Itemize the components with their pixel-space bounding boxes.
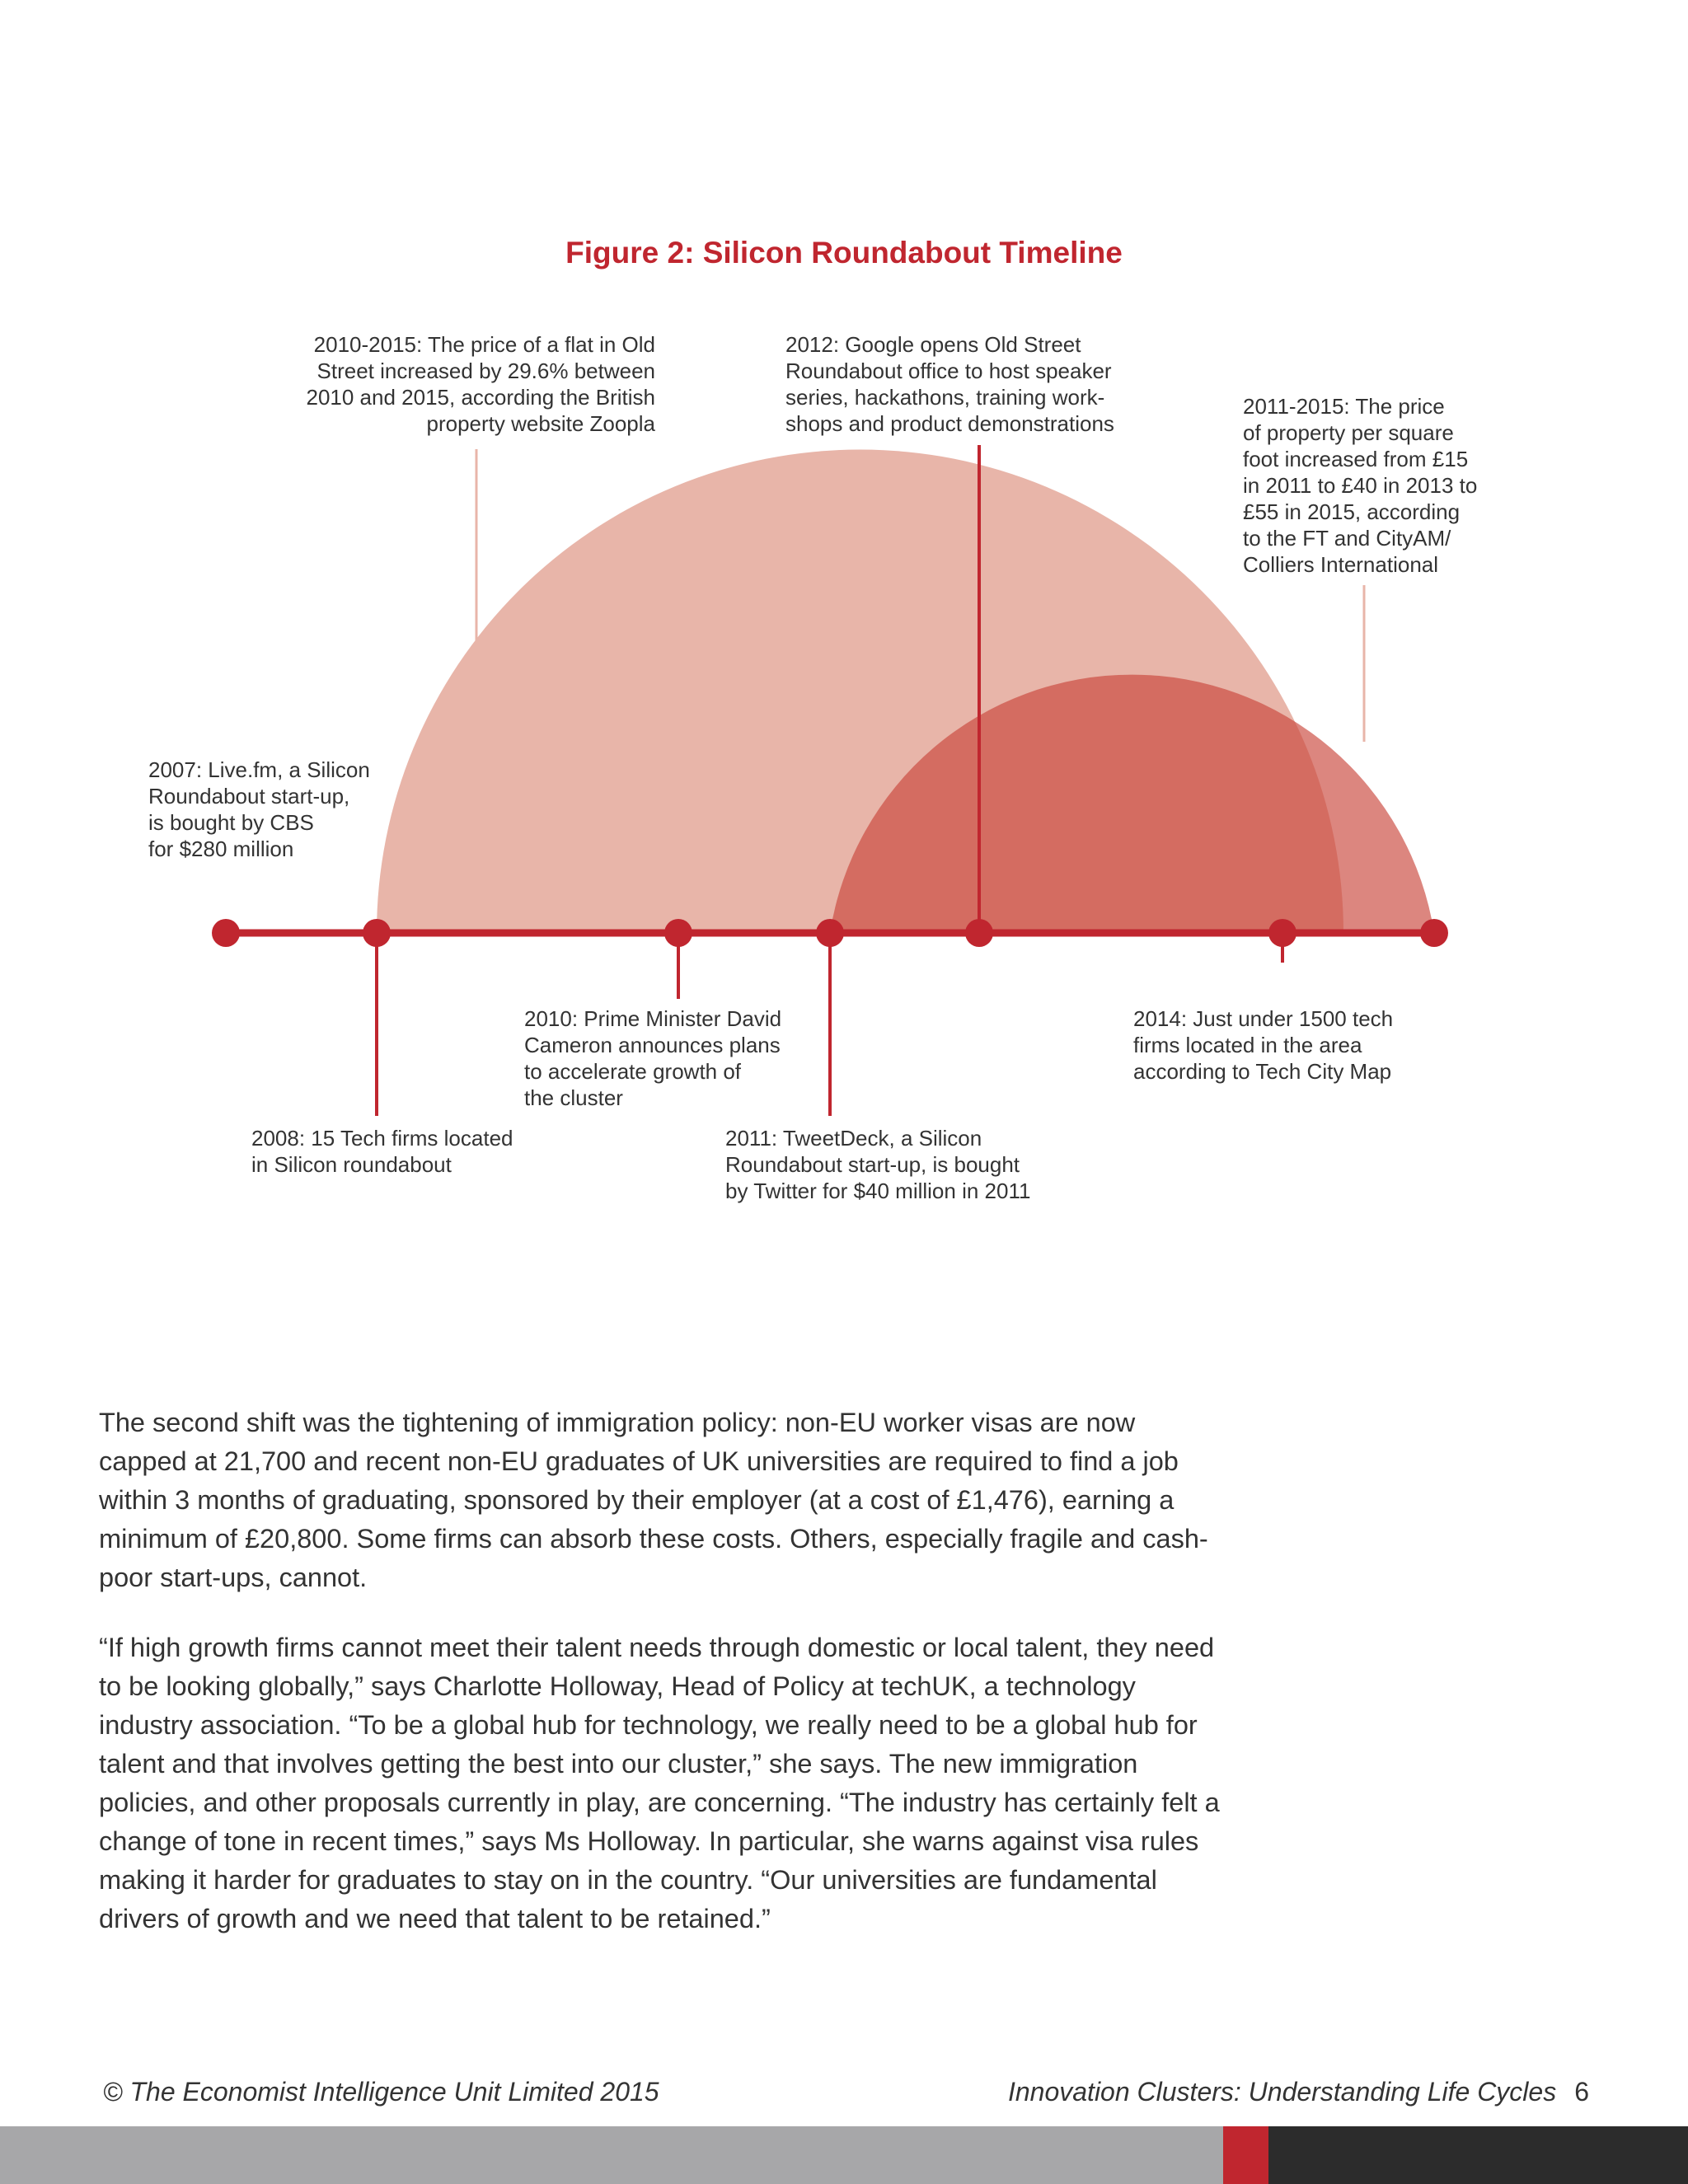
annotation-2014: 2014: Just under 1500 tech firms located in the area according to Tech City Map	[1133, 1006, 1394, 1084]
annotation-2011-2015: 2011-2015: The price of property per square foot increased from £15 in 2011 to £40 in 2013 to £55 in 2015, according to the FT and CityAM/ Colliers International	[1243, 394, 1478, 577]
annotation-2012: 2012: Google opens Old Street Roundabout office to host speaker series, hackathons, training work- shops and product demonstrations	[785, 332, 1114, 436]
annotation-2008: 2008: 15 Tech firms located in Silicon roundabout	[251, 1126, 513, 1177]
footer-bar-red	[1223, 2126, 1268, 2184]
dot-2011	[816, 919, 844, 947]
annotation-2011: 2011: TweetDeck, a Silicon Roundabout start-up, is bought by Twitter for $40 million in 2011	[725, 1126, 1031, 1203]
footer-copyright: © The Economist Intelligence Unit Limited 2015	[103, 2077, 659, 2107]
annotation-2007: 2007: Live.fm, a Silicon Roundabout start-up, is bought by CBS for $280 million	[148, 757, 370, 861]
dot-2015	[1420, 919, 1448, 947]
dot-2010	[664, 919, 692, 947]
body-paragraph-2: “If high growth firms cannot meet their talent needs through domestic or local talent, they need to be looking globally,” says Charlotte Holloway, Head of Policy at techUK, a technology industry association. “To be a global hub for technology, we really need to be a global hub for talent and that involves getting the best into our cluster,” she says. The new immigration policies, and other proposals currently in play, are concerning. “The industry has certainly felt a change of tone in recent times,” says Ms Holloway. In particular, she warns against visa rules making it harder for graduates to stay on in the country. “Our universities are fundamental drivers of growth and we need that talent to be retained.”	[99, 1633, 1220, 1933]
body-paragraph-1: The second shift was the tightening of immigration policy: non-EU worker visas are now capped at 21,700 and recent non-EU graduates of UK universities are required to find a job within 3 months of graduating, sponsored by their employer (at a cost of £1,476), earning a minimum of £20,800. Some firms can absorb these costs. Others, especially fragile and cash-poor start-ups, cannot.	[99, 1408, 1208, 1592]
annotation-2010: 2010: Prime Minister David Cameron announces plans to accelerate growth of the cluster	[524, 1006, 782, 1110]
dot-2012	[965, 919, 993, 947]
dot-2007	[212, 919, 240, 947]
dot-2008	[363, 919, 391, 947]
footer-report-title: Innovation Clusters: Understanding Life Cycles	[1007, 2077, 1557, 2107]
annotation-2010-2015: 2010-2015: The price of a flat in Old Street increased by 29.6% between 2010 and 2015, according the British property website Zoopla	[306, 332, 655, 436]
dot-2014	[1268, 919, 1296, 947]
footer-bar-dark	[1268, 2126, 1688, 2184]
page-number: 6	[1574, 2077, 1589, 2107]
footer-bar-gray	[0, 2126, 1223, 2184]
footer-report	[1008, 2077, 1589, 2107]
figure-title: Figure 2: Silicon Roundabout Timeline	[565, 236, 1123, 269]
